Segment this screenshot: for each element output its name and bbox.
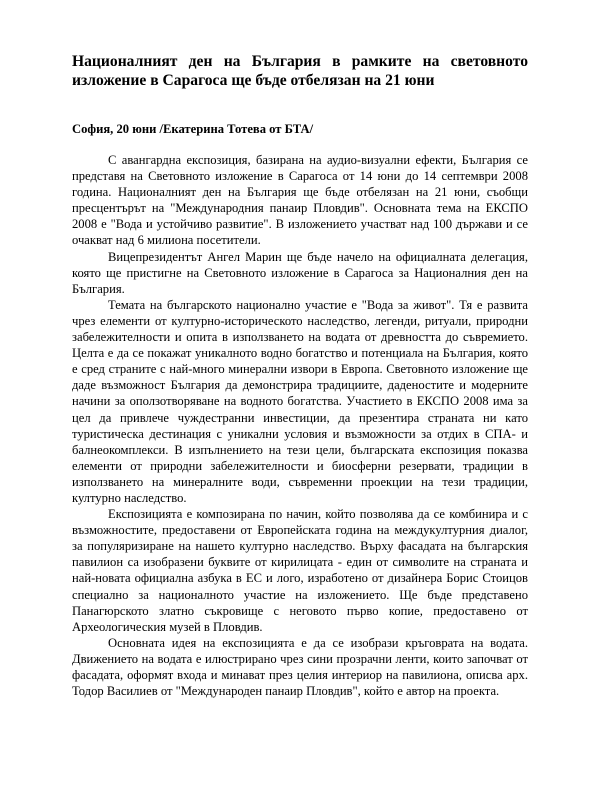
paragraph: Вицепрезидентът Ангел Марин ще бъде начело на официалната делегация, която ще пристигне на Световното изложение в Сарагоса за Националния ден на България. <box>72 249 528 296</box>
article-byline: София, 20 юни /Екатерина Тотева от БТА/ <box>72 122 314 136</box>
paragraph: С авангардна експозиция, базирана на аудио-визуални ефекти, България се представя на Световното изложение в Сарагоса от 14 юни до 14 септември 2008 година. Националният ден на България ще бъде отбелязан на 21 юни, съобщи пресцентърът на "Международния панаир Пловдив". Основната тема на ЕКСПО 2008 е "Вода и устойчиво развитие". В изложението участват над 100 държави и се очакват над 6 милиона посетители. <box>72 153 528 248</box>
article-body <box>72 152 528 699</box>
paragraph: Основната идея на експозицията е да се изобрази кръговрата на водата. Движението на водата е илюстрирано чрез сини прозрачни ленти, които започват от фасадата, оформят входа и минават през целия интериор на павилиона, описва арх. Тодор Василиев от "Международен панаир Пловдив", който е автор на проекта. <box>72 635 528 699</box>
paragraph: Темата на българското национално участие е "Вода за живот". Тя е развита чрез елементи от културно-историческото наследство, легенди, ритуали, природни забележителности и опита в използването на водата от древността до съвремието. Целта е да се покажат уникалното водно богатство и потенциала на България, която е сред страните с най-много минерални извори в Европа. Световното изложение ще даде възможност България да демонстрира традициите, даденостите и модерните начини за оползотворяване на водното богатства. Участието в ЕКСПО 2008 има за цел да привлече чуждестранни инвестиции, да презентира страната ни като туристическа дестинация с уникални условия и възможности за отдих в СПА- и балнеокомплекси. В изпълнението на тези цели, българската експозиция показва елементи от природни забележителности и биосферни резервати, традиции в използването на минералните води, съвременни проекции на тези традиции, културно наследство. <box>72 297 528 505</box>
article-title: Националният ден на България в рамките на световното изложение в Сарагоса ще бъде отбелязан на 21 юни <box>72 53 528 89</box>
paragraph: Експозицията е композирана по начин, който позволява да се комбинира и с възможностите, предоставени от Европейската година на междукултурния диалог, за популяризиране на нашето културно наследство. Върху фасадата на българския павилион са изобразени буквите от кирилицата - един от символите на страната и най-новата официална азбука в ЕС и лого, изработено от дизайнера Борис Стоицов специално за националното участие на изложението. Ще бъде представено Панагюрското златно съкровище с неговото първо копие, предоставено от Археологическия музей в Пловдив. <box>72 507 528 634</box>
document-page <box>72 52 528 699</box>
